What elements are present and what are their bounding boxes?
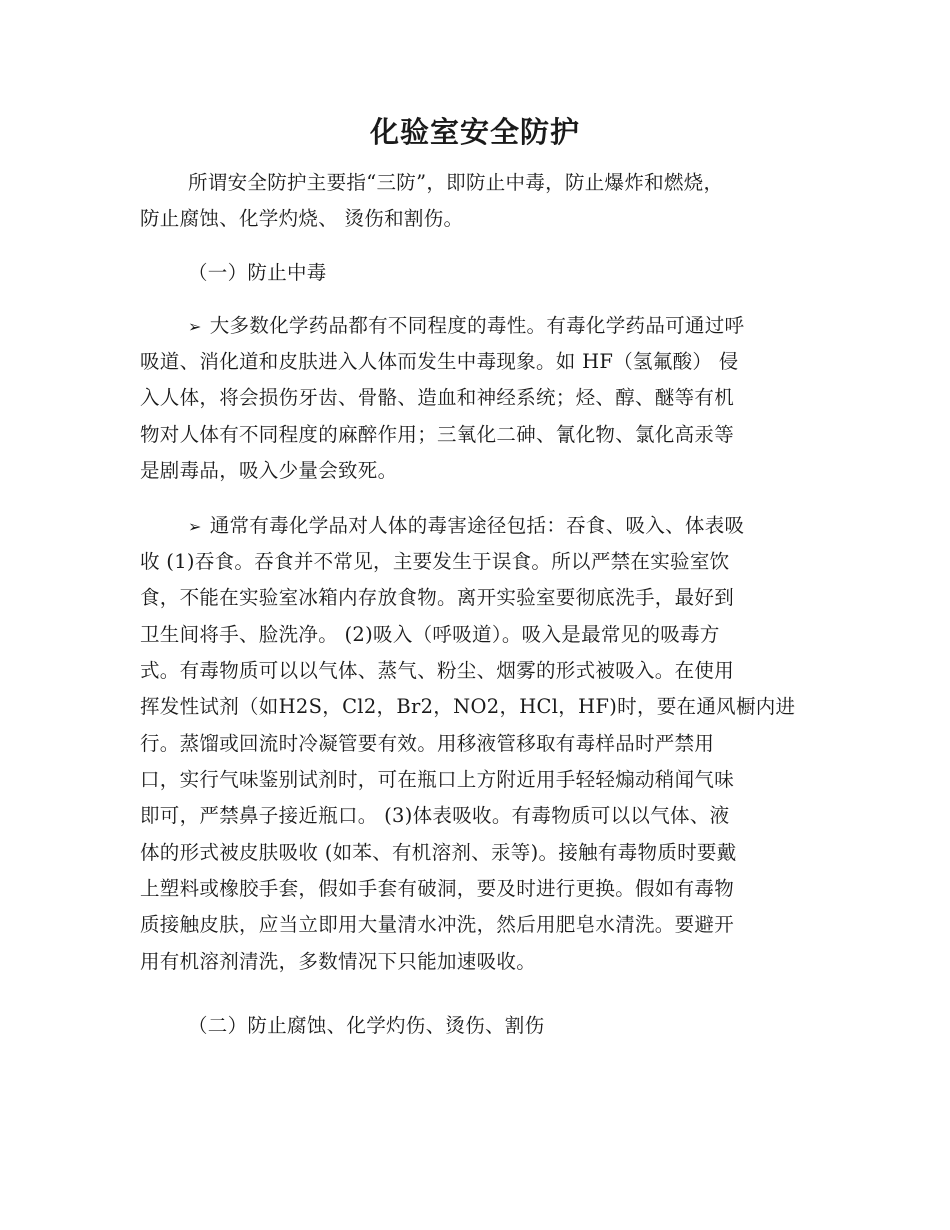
section-heading-poisoning: （一）防止中毒 [188, 261, 327, 284]
paragraph-line: 用有机溶剂清洗，多数情况下只能加速吸收。 [140, 950, 537, 973]
paragraph-line: 物对人体有不同程度的麻醉作用；三氧化二砷、氰化物、氯化高汞等 [140, 423, 735, 446]
bullet-line [188, 511, 744, 542]
paragraph-line: 体的形式被皮肤吸收 (如苯、有机溶剂、汞等)。接触有毒物质时要戴 [140, 841, 737, 864]
paragraph-line: 行。蒸馏或回流时冷凝管要有效。用移液管移取有毒样品时严禁用 [140, 732, 715, 755]
paragraph-line: 口，实行气味鉴别试剂时，可在瓶口上方附近用手轻轻煽动稍闻气味 [140, 768, 735, 791]
paragraph-line: 食，不能在实验室冰箱内存放食物。离开实验室要彻底洗手，最好到 [140, 586, 735, 609]
arrow-bullet-icon: ➢ [188, 317, 202, 336]
document-title: 化验室安全防护 [369, 115, 580, 149]
paragraph-line: 上塑料或橡胶手套，假如手套有破洞，要及时进行更换。假如有毒物 [140, 877, 735, 900]
section-heading-corrosion: （二）防止腐蚀、化学灼伤、烫伤、割伤 [188, 1014, 545, 1037]
paragraph-line: 是剧毒品，吸入少量会致死。 [140, 459, 398, 482]
paragraph-line: 收 (1)吞食。吞食并不常见，主要发生于误食。所以严禁在实验室饮 [140, 550, 730, 573]
paragraph-line: 吸道、消化道和皮肤进入人体而发生中毒现象。如 HF（氢氟酸） 侵 [140, 350, 739, 373]
paragraph-line: 挥发性试剂（如H2S，Cl2，Br2，NO2，HCl，HF)时，要在通风橱内进 [140, 695, 796, 718]
paragraph-line: 入人体，将会损伤牙齿、骨骼、造血和神经系统；烃、醇、醚等有机 [140, 386, 735, 409]
paragraph-line: 式。有毒物质可以以气体、蒸气、粉尘、烟雾的形式被吸入。在使用 [140, 659, 735, 682]
paragraph-line: 卫生间将手、脸洗净。 (2)吸入（呼吸道）。吸入是最常见的吸毒方 [140, 623, 720, 646]
paragraph-line: 质接触皮肤，应当立即用大量清水冲洗，然后用肥皂水清洗。要避开 [140, 913, 735, 936]
paragraph-text: 大多数化学药品都有不同程度的毒性。有毒化学药品可通过呼 [209, 314, 745, 337]
bullet-line [188, 311, 744, 342]
paragraph-line: 即可，严禁鼻子接近瓶口。 (3)体表吸收。有毒物质可以以气体、液 [140, 804, 730, 827]
intro-line: 所谓安全防护主要指“三防”，即防止中毒，防止爆炸和燃烧， [188, 171, 724, 194]
arrow-bullet-icon: ➢ [188, 517, 202, 536]
paragraph-text: 通常有毒化学品对人体的毒害途径包括：吞食、吸入、体表吸 [209, 514, 745, 537]
intro-line: 防止腐蚀、化学灼烧、 烫伤和割伤。 [140, 207, 464, 230]
